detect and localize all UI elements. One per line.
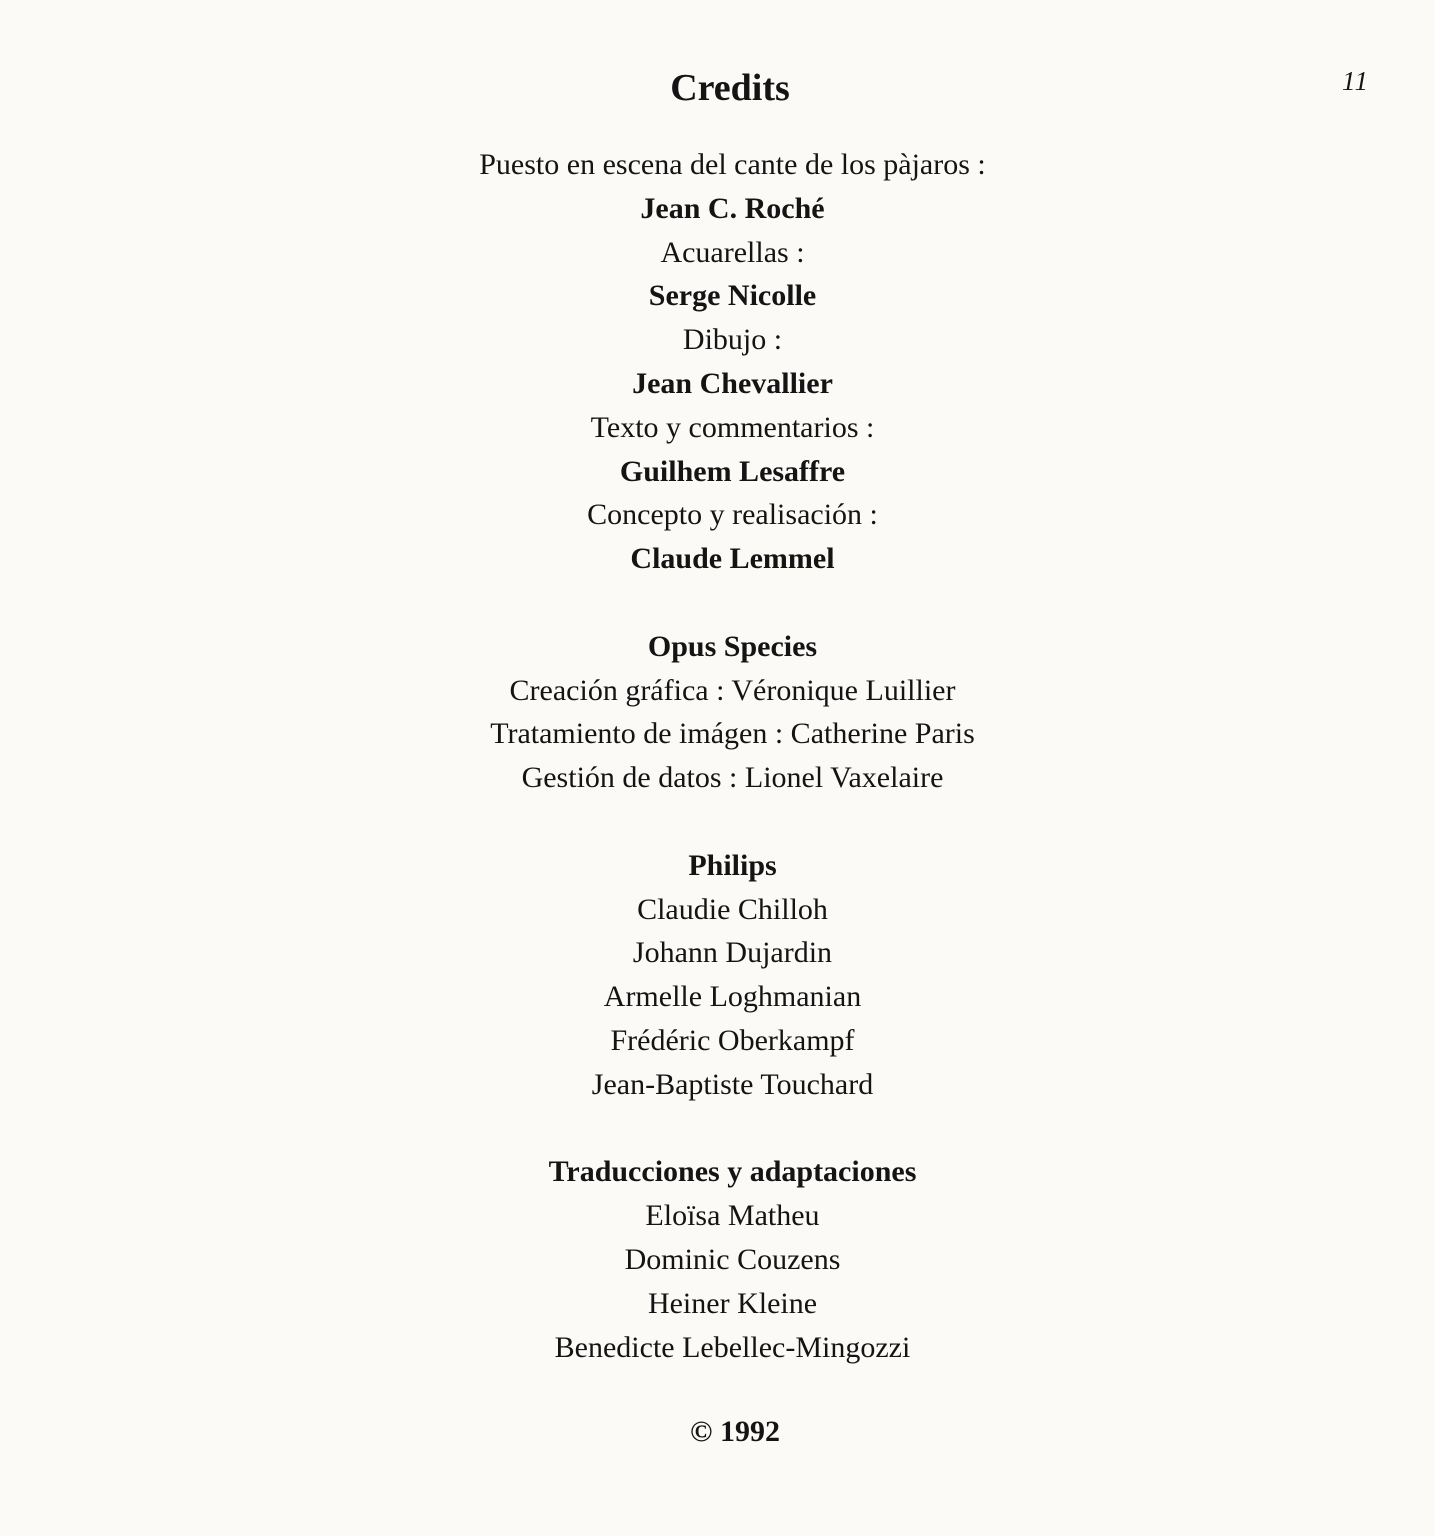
section-gap xyxy=(0,581,1435,625)
section-gap xyxy=(0,800,1435,844)
birdsong-label: Puesto en escena del cante de los pàjaros : xyxy=(479,148,986,181)
philips-name: Frédéric Oberkampf xyxy=(610,1023,855,1057)
concept-label: Concepto y realisación : xyxy=(587,498,878,532)
concept-name: Claude Lemmel xyxy=(630,542,835,576)
page-title: Credits xyxy=(670,67,790,109)
philips-name: Claudie Chilloh xyxy=(637,892,828,926)
opus-species-line: Creación gráfica : Véronique Luillier xyxy=(509,673,956,707)
section-gap xyxy=(0,1107,1435,1151)
translations-heading: Traducciones y adaptaciones xyxy=(548,1155,917,1189)
translator-name: Dominic Couzens xyxy=(624,1242,841,1276)
opus-species-line: Tratamiento de imágen : Catherine Paris xyxy=(490,717,975,751)
page-number: 11 xyxy=(1342,66,1369,96)
translator-name: Benedicte Lebellec-Mingozzi xyxy=(554,1330,911,1364)
watercolor-label: Acuarellas : xyxy=(660,235,805,269)
watercolor-name: Serge Nicolle xyxy=(648,279,817,313)
philips-name: Armelle Loghmanian xyxy=(603,980,862,1014)
text-label: Texto y commentarios : xyxy=(590,410,875,444)
drawing-name: Jean Chevallier xyxy=(632,366,833,400)
philips-name: Johann Dujardin xyxy=(632,936,833,970)
philips-heading: Philips xyxy=(688,848,777,882)
translator-name: Eloïsa Matheu xyxy=(645,1199,820,1233)
text-name: Guilhem Lesaffre xyxy=(619,454,846,488)
opus-species-line: Gestión de datos : Lionel Vaxelaire xyxy=(521,761,944,795)
birdsong-name: Jean C. Roché xyxy=(640,191,825,225)
philips-name: Jean-Baptiste Touchard xyxy=(591,1067,874,1101)
drawing-label: Dibujo : xyxy=(682,323,783,357)
credits-column xyxy=(0,143,1435,1369)
copyright-notice: © 1992 xyxy=(690,1415,780,1448)
opus-species-heading: Opus Species xyxy=(647,629,818,663)
translator-name: Heiner Kleine xyxy=(647,1286,818,1320)
